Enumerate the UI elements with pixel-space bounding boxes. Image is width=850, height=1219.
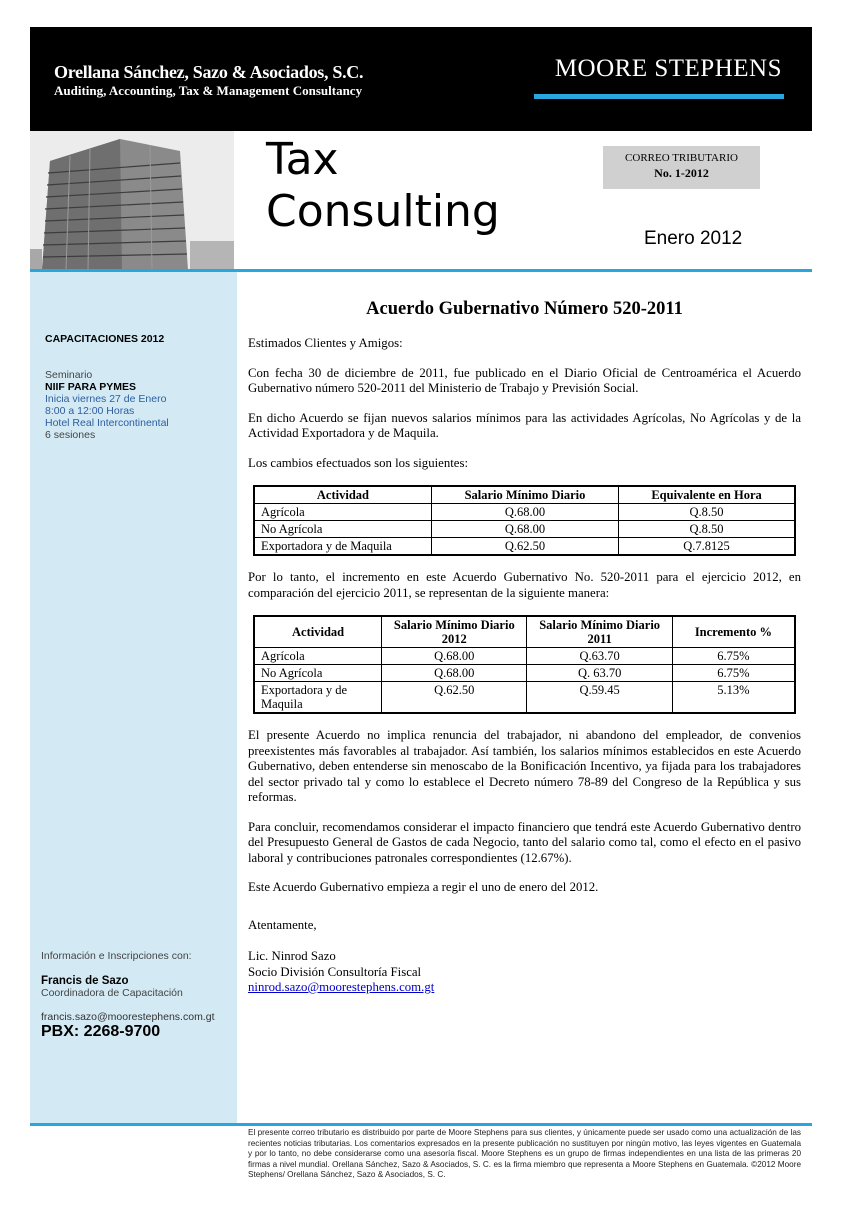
increase-table: [253, 615, 796, 714]
paragraph-6: Para concluir, recomendamos considerar el impacto financiero que tendrá este Acuerdo Gubernativo dentro del Presupuesto General de Gastos de cada Negocio, tanto del salario como tal, como el efecto en el pasivo laboral y contribuciones patronales correspondientes (12.67%).: [248, 819, 801, 865]
article: [248, 298, 801, 996]
table-row: [254, 504, 795, 521]
table-row: [254, 648, 795, 665]
firm-name: Orellana Sánchez, Sazo & Asociados, S.C.: [54, 62, 364, 82]
greeting: Estimados Clientes y Amigos:: [248, 336, 403, 350]
table-cell: 6.75%: [672, 665, 795, 682]
table-header: Salario Mínimo Diario 2011: [527, 616, 672, 648]
seminar-venue: Hotel Real Intercontinental: [45, 417, 169, 429]
contact-phone: PBX: 2268-9700: [41, 1023, 161, 1040]
table-cell: Agrícola: [254, 504, 431, 521]
table-cell: Q.8.50: [619, 521, 795, 538]
seminar-info: [45, 369, 169, 441]
paragraph-5: El presente Acuerdo no implica renuncia del trabajador, ni abandono del empleador, de convenios preexistentes más favorables al trabajador. Así también, los salarios mínimos establecidos en este Acuerdo Gubernativo, deben entenderse sin menoscabo de la Bonificación Incentivo, ya fijada para los trabajadores del sector privado tal y como lo establece el Decreto número 78-89 del Congreso de la República y sus reformas.: [248, 728, 801, 804]
contact-email[interactable]: francis.sazo@moorestephens.com.gt: [41, 1011, 215, 1023]
signer-email-link[interactable]: ninrod.sazo@moorestephens.com.gt: [248, 980, 435, 994]
salary-table: [253, 485, 796, 556]
table-row: [254, 665, 795, 682]
paragraph-3: Los cambios efectuados son los siguientes:: [248, 455, 468, 470]
seminar-start: Inicia viernes 27 de Enero: [45, 393, 167, 405]
contact-block: [41, 975, 183, 999]
issue-label: CORREO TRIBUTARIO: [625, 152, 738, 164]
seminar-hours: 8:00 a 12:00 Horas: [45, 405, 135, 417]
table-cell: No Agrícola: [254, 521, 431, 538]
contact-name: Francis de Sazo: [41, 975, 129, 987]
table-row: [254, 521, 795, 538]
seminar-label: Seminario: [45, 369, 93, 381]
masthead-consulting: Consulting: [266, 186, 500, 237]
table-cell: Exportadora y de Maquila: [254, 538, 431, 556]
paragraph-7: Este Acuerdo Gubernativo empieza a regir el uno de enero del 2012.: [248, 880, 599, 894]
closing: Atentamente,: [248, 917, 317, 932]
paragraph-1: Con fecha 30 de diciembre de 2011, fue publicado en el Diario Oficial de Centroamérica el Acuerdo Gubernativo número 520-2011 del Ministerio de Trabajo y Previsión Social.: [248, 365, 801, 395]
table-cell: Q.68.00: [431, 521, 618, 538]
header-bar: [30, 27, 812, 131]
signer-name: Lic. Ninrod Sazo: [248, 949, 336, 963]
table-cell: Q.7.8125: [619, 538, 795, 556]
table-cell: Exportadora y de Maquila: [254, 682, 382, 714]
paragraph-4: Por lo tanto, el incremento en este Acuerdo Gubernativo No. 520-2011 para el ejercicio 2012, en comparación del ejercicio 2011, se representan de la siguiente manera:: [248, 570, 801, 600]
table-header: Actividad: [254, 486, 431, 504]
table-cell: Q.63.70: [527, 648, 672, 665]
table-row: [254, 538, 795, 556]
article-title: Acuerdo Gubernativo Número 520-2011: [366, 299, 683, 319]
table-cell: Agrícola: [254, 648, 382, 665]
table-row: [254, 682, 795, 714]
table-header: Incremento %: [672, 616, 795, 648]
table-cell: No Agrícola: [254, 665, 382, 682]
table-cell: Q.8.50: [619, 504, 795, 521]
table-header-row: [254, 486, 795, 504]
table-header: Salario Mínimo Diario 2012: [382, 616, 527, 648]
brand-underline: [534, 94, 784, 99]
footer-disclaimer: El presente correo tributario es distribuido por parte de Moore Stephens para sus clientes, y únicamente puede ser usado como una actualización de las recientes noticias tributarias. Los comentarios expresados en la presente publicación no sustituyen por ningún motivo, las leyes vigentes en Guatemala y por lo tanto, no debe considerarse como una asesoría fiscal. Moore Stephens es un grupo de firmas independientes en una lista de las primeras 20 firmas a nivel mundial. Orellana Sánchez, Sazo & Asociados, S. C. es la firma miembro que representa a Moore Stephens en Guatemala. ©2012 Moore Stephens/ Orellana Sánchez, Sazo & Asociados, S. C.: [248, 1128, 801, 1179]
table-cell: Q.62.50: [431, 538, 618, 556]
table-header-row: [254, 616, 795, 648]
signer-title: Socio División Consultoría Fiscal: [248, 964, 422, 979]
masthead-tax: Tax: [266, 134, 339, 185]
table-cell: 5.13%: [672, 682, 795, 714]
seminar-sessions: 6 sesiones: [45, 429, 96, 441]
table-cell: Q.68.00: [382, 648, 527, 665]
contact-role: Coordinadora de Capacitación: [41, 987, 183, 999]
table-cell: Q.62.50: [382, 682, 527, 714]
table-header: Equivalente en Hora: [619, 486, 795, 504]
bottom-divider: [30, 1123, 812, 1126]
seminar-title: NIIF PARA PYMES: [45, 381, 137, 393]
table-cell: Q.68.00: [382, 665, 527, 682]
table-cell: Q.68.00: [431, 504, 618, 521]
issue-box: [603, 146, 760, 189]
table-cell: Q.59.45: [527, 682, 672, 714]
firm-tagline: Auditing, Accounting, Tax & Management Consultancy: [54, 83, 363, 98]
paragraph-2: En dicho Acuerdo se fijan nuevos salarios mínimos para las actividades Agrícolas, No Agrícolas y de la Actividad Exportadora y de Maquila.: [248, 410, 801, 440]
issue-date: Enero 2012: [644, 228, 743, 249]
table-header: Salario Mínimo Diario: [431, 486, 618, 504]
issue-number: No. 1-2012: [654, 166, 709, 180]
table-cell: 6.75%: [672, 648, 795, 665]
table-header: Actividad: [254, 616, 382, 648]
building-image: [30, 131, 234, 270]
sidebar-heading: CAPACITACIONES 2012: [45, 333, 165, 345]
brand-logo: MOORE STEPHENS: [554, 55, 782, 82]
table-cell: Q. 63.70: [527, 665, 672, 682]
info-label: Información e Inscripciones con:: [41, 950, 192, 962]
